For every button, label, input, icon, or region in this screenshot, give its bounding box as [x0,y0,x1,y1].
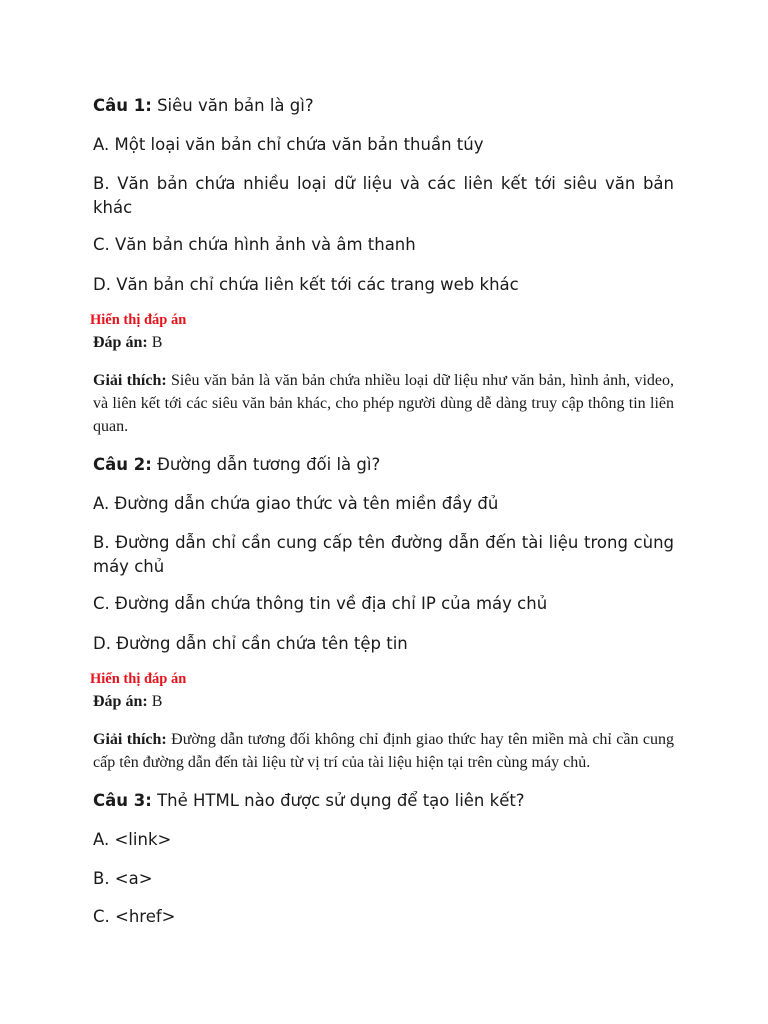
question-3-title [93,789,674,813]
question-label: Câu 1: [93,96,152,115]
option: B. <a> [93,869,153,888]
answer: Đáp án: B [93,334,163,351]
option: C. Văn bản chứa hình ảnh và âm thanh [93,235,416,254]
question-text: Siêu văn bản là gì? [151,96,314,115]
option: A. Một loại văn bản chỉ chứa văn bản thuần túy [93,135,484,154]
question-label: Câu 2: [93,455,152,474]
question-text: Đường dẫn tương đối là gì? [151,455,381,474]
explanation: Giải thích: Siêu văn bản là văn bản chứa nhiều loại dữ liệu như văn bản, hình ảnh, video, và liên kết tới các siêu văn bản khác, cho phép người dùng dễ dàng truy cập thông tin liên quan. [93,372,674,435]
option: B. Văn bản chứa nhiều loại dữ liệu và các liên kết tới siêu văn bản khác [93,174,674,217]
option: C. <href> [93,907,176,926]
question-2-title [93,453,674,477]
option: B. Đường dẫn chỉ cần cung cấp tên đường dẫn đến tài liệu trong cùng máy chủ [93,533,674,576]
option: D. Văn bản chỉ chứa liên kết tới các trang web khác [93,275,519,294]
question-text: Thẻ HTML nào được sử dụng để tạo liên kết? [151,791,525,810]
option: C. Đường dẫn chứa thông tin về địa chỉ IP của máy chủ [93,594,548,613]
option: A. Đường dẫn chứa giao thức và tên miền đầy đủ [93,494,499,513]
question-label: Câu 3: [93,791,152,810]
show-answer-link[interactable]: Hiển thị đáp án [90,671,187,687]
question-1-title [93,94,674,118]
explanation: Giải thích: Đường dẫn tương đối không chỉ định giao thức hay tên miền mà chỉ cần cung cấp tên đường dẫn đến tài liệu từ vị trí của tài liệu hiện tại trên cùng máy chủ. [93,731,675,771]
option: D. Đường dẫn chỉ cần chứa tên tệp tin [93,634,408,653]
show-answer-link[interactable]: Hiển thị đáp án [90,312,187,328]
answer: Đáp án: B [93,693,163,710]
option: A. <link> [93,830,172,849]
